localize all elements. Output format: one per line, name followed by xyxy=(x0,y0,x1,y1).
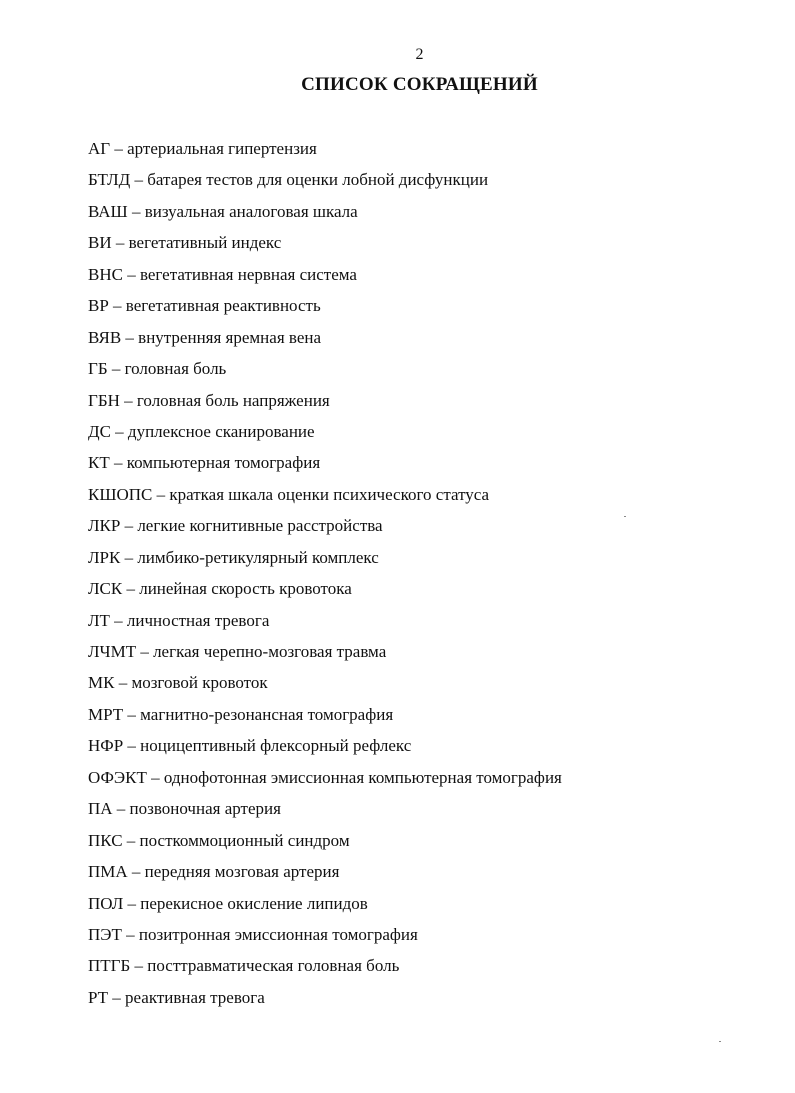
abbreviation-item: ОФЭКТ – однофотонная эмиссионная компьютерная томография xyxy=(88,767,562,787)
abbreviation-item: ВИ – вегетативный индекс xyxy=(88,233,282,253)
abbreviation-item: ПА – позвоночная артерия xyxy=(88,799,281,819)
abbreviation-item: МРТ – магнитно-резонансная томография xyxy=(88,704,394,724)
abbreviation-item: ВАШ – визуальная аналоговая шкала xyxy=(88,201,358,221)
abbreviation-item: ПКС – посткоммоционный синдром xyxy=(88,830,350,850)
page-title: СПИСОК СОКРАЩЕНИЙ xyxy=(301,74,538,95)
abbreviation-item: ВНС – вегетативная нервная система xyxy=(88,264,357,284)
scan-speck xyxy=(719,1041,721,1042)
abbreviation-item: ВЯВ – внутренняя яремная вена xyxy=(88,327,322,347)
scan-speck xyxy=(624,516,626,517)
abbreviation-item: БТЛД – батарея тестов для оценки лобной дисфункции xyxy=(88,170,489,190)
abbreviation-item: ДС – дуплексное сканирование xyxy=(88,421,315,441)
abbreviation-item: ПЭТ – позитронная эмиссионная томография xyxy=(88,924,418,944)
abbreviation-item: МК – мозговой кровоток xyxy=(88,673,268,693)
abbreviation-item: ПОЛ – перекисное окисление липидов xyxy=(88,893,368,913)
abbreviation-item: ЛСК – линейная скорость кровотока xyxy=(88,579,352,599)
abbreviation-item: ЛРК – лимбико-ретикулярный комплекс xyxy=(88,547,379,567)
abbreviation-item: ЛЧМТ – легкая черепно-мозговая травма xyxy=(88,642,387,661)
abbreviation-list xyxy=(88,136,562,1016)
abbreviation-item: РТ – реактивная тревога xyxy=(88,987,265,1007)
abbreviation-item: ПМА – передняя мозговая артерия xyxy=(88,862,340,882)
abbreviation-item: ЛКР – легкие когнитивные расстройства xyxy=(88,516,383,536)
abbreviation-item: КТ – компьютерная томография xyxy=(88,453,321,473)
abbreviation-item: АГ – артериальная гипертензия xyxy=(88,139,317,158)
abbreviation-item: ЛТ – личностная тревога xyxy=(88,610,270,630)
abbreviation-item: ВР – вегетативная реактивность xyxy=(88,296,321,316)
abbreviation-item: ГБН – головная боль напряжения xyxy=(88,390,330,410)
abbreviation-item: ПТГБ – посттравматическая головная боль xyxy=(88,956,400,976)
abbreviation-item: НФР – ноцицептивный флексорный рефлекс xyxy=(88,736,412,756)
page-number: 2 xyxy=(415,46,424,63)
abbreviation-item: ГБ – головная боль xyxy=(88,359,227,379)
abbreviation-item: КШОПС – краткая шкала оценки психического статуса xyxy=(88,484,490,504)
